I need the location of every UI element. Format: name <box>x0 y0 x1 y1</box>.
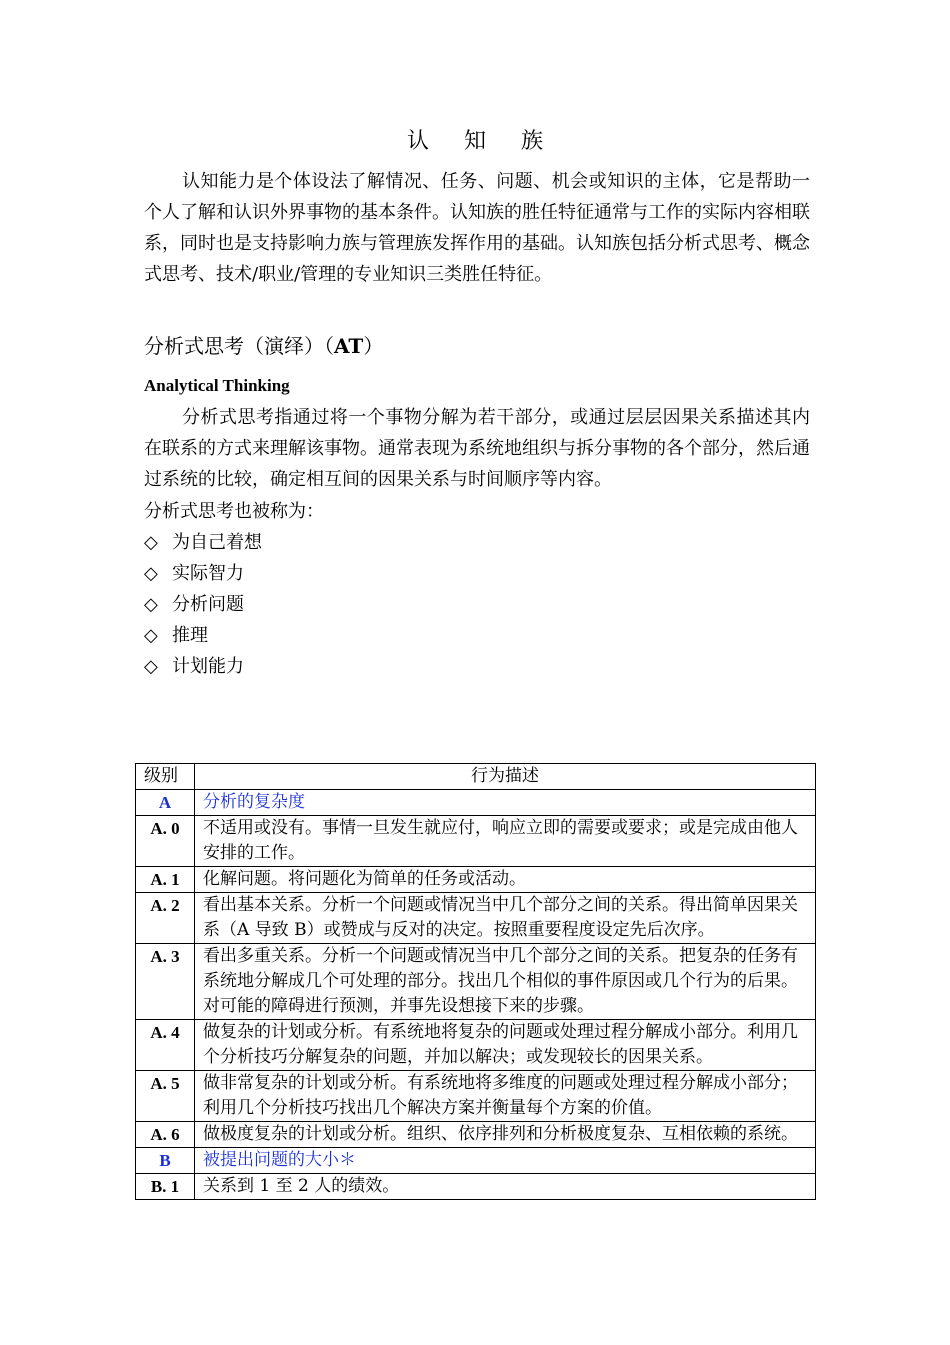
diamond-bullet-icon: ◇ <box>144 625 158 646</box>
level-cell: A. 2 <box>136 893 195 944</box>
level-cell: A. 5 <box>136 1071 195 1122</box>
intro-paragraph: 认知能力是个体设法了解情况、任务、问题、机会或知识的主体，它是帮助一个人了解和认识外界事物的基本条件。认知族的胜任特征通常与工作的实际内容相联系，同时也是支持影响力族与管理族发挥作用的基础。认知族包括分析式思考、概念式思考、技术/职业/管理的专业知识三类胜任特征。 <box>144 171 810 285</box>
alias-text: 实际智力 <box>172 563 244 584</box>
section-title-text: 分析式思考（演绎）（ <box>144 334 334 358</box>
diamond-bullet-icon: ◇ <box>144 532 158 553</box>
alias-text: 分析问题 <box>172 594 244 615</box>
description-cell: 看出多重关系。分析一个问题或情况当中几个部分之间的关系。把复杂的任务有系统地分解成几个可处理的部分。找出几个相似的事件原因或几个行为的后果。对可能的障碍进行预测，并事先设想接下来的步骤。 <box>195 944 816 1020</box>
table-row <box>136 867 816 893</box>
description-cell: 分析的复杂度 <box>195 790 816 816</box>
description-cell: 关系到 1 至 2 人的绩效。 <box>195 1174 816 1200</box>
description-cell: 看出基本关系。分析一个问题或情况当中几个部分之间的关系。得出简单因果关系（A 导致 B）或赞成与反对的决定。按照重要程度设定先后次序。 <box>195 893 816 944</box>
level-cell: A. 1 <box>136 867 195 893</box>
description-cell: 被提出问题的大小＊ <box>195 1148 816 1174</box>
list-item <box>144 589 262 620</box>
page-title: 认 知 族 <box>407 129 557 154</box>
levels-table <box>135 763 816 1200</box>
list-item <box>144 620 262 651</box>
table-row <box>136 1174 816 1200</box>
header-level: 级别 <box>136 764 195 790</box>
level-cell: A. 6 <box>136 1122 195 1148</box>
description-cell: 做非常复杂的计划或分析。有系统地将多维度的问题或处理过程分解成小部分；利用几个分析技巧找出几个解决方案并衡量每个方案的价值。 <box>195 1071 816 1122</box>
section-title-end: ） <box>363 334 384 358</box>
table-row <box>136 1148 816 1174</box>
description-cell: 做复杂的计划或分析。有系统地将复杂的问题或处理过程分解成小部分。利用几个分析技巧分解复杂的问题，并加以解决；或发现较长的因果关系。 <box>195 1020 816 1071</box>
alias-list <box>144 527 262 682</box>
section-title <box>144 330 383 359</box>
description-cell: 做极度复杂的计划或分析。组织、依序排列和分析极度复杂、互相依赖的系统。 <box>195 1122 816 1148</box>
table-row <box>136 893 816 944</box>
diamond-bullet-icon: ◇ <box>144 594 158 615</box>
level-cell: A <box>136 790 195 816</box>
table-row <box>136 1020 816 1071</box>
aka-label: 分析式思考也被称为： <box>144 501 324 522</box>
table-row <box>136 790 816 816</box>
list-item <box>144 558 262 589</box>
section-subtitle-en: Analytical Thinking <box>144 376 290 395</box>
diamond-bullet-icon: ◇ <box>144 563 158 584</box>
definition-paragraph: 分析式思考指通过将一个事物分解为若干部分，或通过层层因果关系描述其内在联系的方式来理解该事物。通常表现为系统地组织与拆分事物的各个部分，然后通过系统的比较，确定相互间的因果关系与时间顺序等内容。 <box>144 407 810 490</box>
alias-text: 计划能力 <box>172 656 244 677</box>
level-cell: A. 0 <box>136 816 195 867</box>
diamond-bullet-icon: ◇ <box>144 656 158 677</box>
list-item <box>144 527 262 558</box>
alias-text: 为自己着想 <box>172 532 262 553</box>
table-row <box>136 1071 816 1122</box>
description-cell: 不适用或没有。事情一旦发生就应付，响应立即的需要或要求；或是完成由他人安排的工作。 <box>195 816 816 867</box>
level-cell: B <box>136 1148 195 1174</box>
table-row <box>136 1122 816 1148</box>
table-header-row <box>136 764 816 790</box>
alias-text: 推理 <box>172 625 208 646</box>
table-row <box>136 944 816 1020</box>
section-code: AT <box>334 334 364 358</box>
level-cell: A. 3 <box>136 944 195 1020</box>
table-row <box>136 816 816 867</box>
list-item <box>144 651 262 682</box>
header-description: 行为描述 <box>195 764 816 790</box>
level-cell: B. 1 <box>136 1174 195 1200</box>
description-cell: 化解问题。将问题化为简单的任务或活动。 <box>195 867 816 893</box>
level-cell: A. 4 <box>136 1020 195 1071</box>
